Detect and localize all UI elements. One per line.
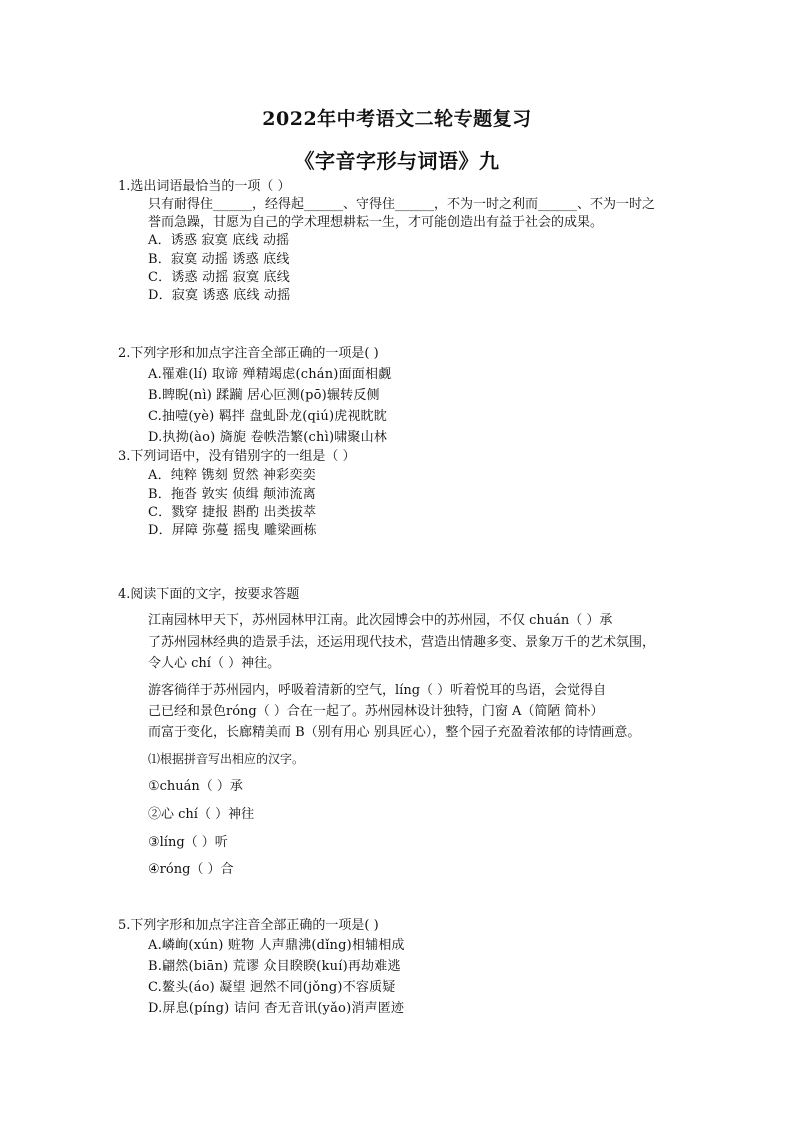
question-4-blank-2: ②心 chí（ ）神往 [148,807,255,822]
question-1-text-line2: 誉而急躁，甘愿为自己的学术理想耕耘一生，才可能创造出有益于社会的成果。 [148,215,604,230]
question-5-option-a: A.嶙峋(xún) 赃物 人声鼎沸(dǐng)相辅相成 [148,938,405,953]
question-4-stem: 4.阅读下面的文字，按要求答题 [118,587,300,602]
question-4-paragraph2-line3: 而富于变化，长廊精美而 B（别有用心 别具匠心），整个园子充盈着浓郁的诗情画意。 [148,725,641,740]
document-subtitle: 《字音字形与词语》九 [294,149,500,173]
question-4-blank-4: ④róng（ ）合 [148,862,234,877]
question-4-subquestion-1: ⑴根据拼音写出相应的汉字。 [148,752,305,766]
question-3-stem: 3.下列词语中，没有错别字的一组是（ ） [118,449,356,464]
document-title: 2022年中考语文二轮专题复习 [262,108,532,130]
question-4-paragraph2-line1: 游客徜徉于苏州园内，呼吸着清新的空气，líng（ ）听着悦耳的鸟语，会觉得自 [148,683,607,698]
question-1-option-c: C．诱惑 动摇 寂寞 底线 [148,270,290,285]
question-3-option-b: B．拖沓 敦实 侦缉 颠沛流离 [148,487,316,502]
question-2-option-a: A.罹难(lí) 取谛 殚精竭虑(chán)面面相觑 [148,367,392,382]
question-3-option-c: C．戮穿 捷报 斟酌 出类拔萃 [148,505,317,520]
question-4-blank-3: ③líng（ ）听 [148,835,228,850]
question-4-paragraph1-line3: 令人心 chí（ ）神往。 [148,656,281,671]
question-4-paragraph1-line1: 江南园林甲天下，苏州园林甲江南。此次园博会中的苏州园，不仅 chuán（ ）承 [148,613,613,628]
question-5-option-d: D.屏息(píng) 诘问 杳无音讯(yǎo)消声匿迹 [148,1001,405,1016]
question-5-option-b: B.翩然(biān) 荒谬 众目睽睽(kuí)再劫难逃 [148,959,401,974]
question-2-option-c: C.抽噎(yè) 羁拌 盘虬卧龙(qiú)虎视眈眈 [148,409,388,424]
question-3-option-a: A．纯粹 镌刻 贸然 神彩奕奕 [148,468,316,483]
question-5-option-c: C.鳌头(áo) 凝望 迥然不同(jǒng)不容质疑 [148,980,396,995]
question-2-option-d: D.执拗(ào) 旖旎 卷帙浩繁(chì)啸聚山林 [148,430,388,445]
question-1-option-a: A．诱惑 寂寞 底线 动摇 [148,233,290,248]
question-3-option-d: D．屏障 弥蔓 摇曳 雕梁画栋 [148,523,317,538]
question-2-option-b: B.睥睨(nì) 蹂躏 居心叵测(pō)辗转反侧 [148,388,380,403]
question-1-option-b: B．寂寞 动摇 诱惑 底线 [148,252,290,267]
question-5-stem: 5.下列字形和加点字注音全部正确的一项是( ) [118,918,379,933]
question-2-stem: 2.下列字形和加点字注音全部正确的一项是( ) [118,346,379,361]
question-1-stem: 1.选出词语最恰当的一项（ ） [118,179,291,194]
question-4-paragraph2-line2: 己已经和景色róng（ ）合在一起了。苏州园林设计独特，门窗 A（简陋 简朴） [148,704,604,719]
question-1-text-line1: 只有耐得住______，经得起______、守得住______，不为一时之利而______、不为一时之 [148,197,656,212]
question-4-blank-1: ①chuán（ ）承 [148,779,243,794]
question-4-paragraph1-line2: 了苏州园林经典的造景手法，还运用现代技术，营造出情趣多变、景象万千的艺术氛围， [148,635,656,650]
question-1-option-d: D．寂寞 诱惑 底线 动摇 [148,288,291,303]
